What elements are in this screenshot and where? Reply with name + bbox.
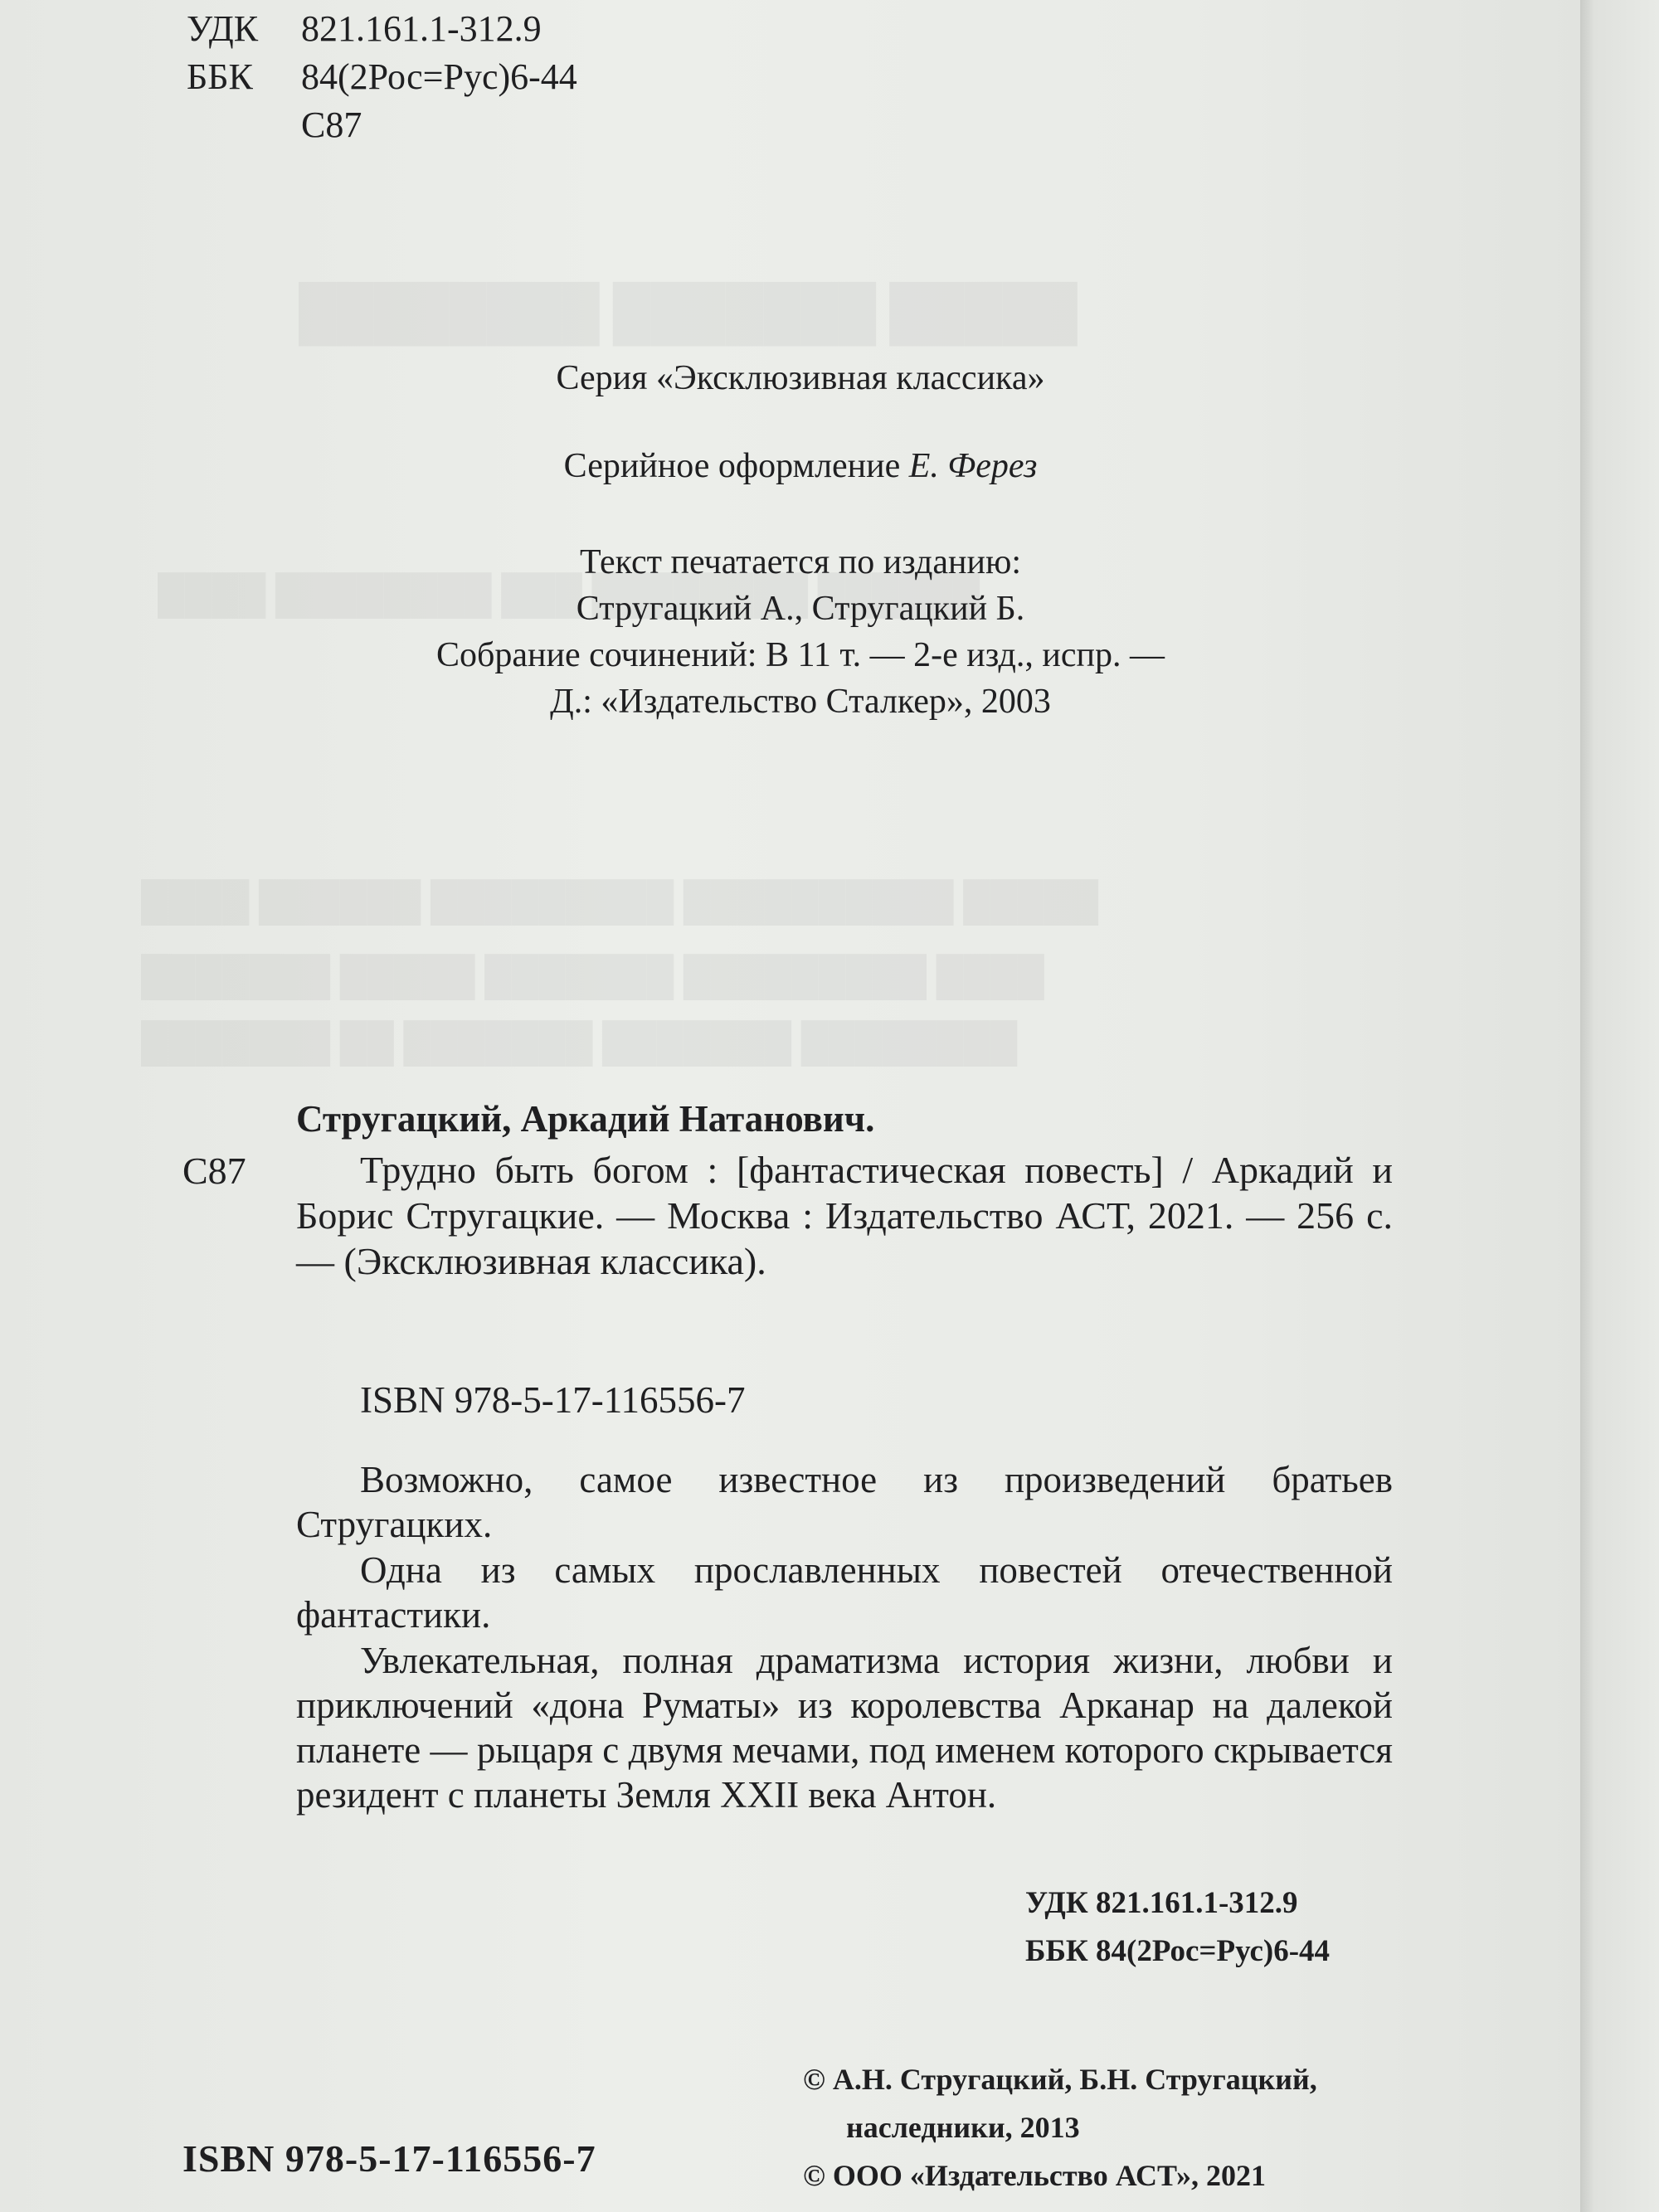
copyright-authors: © А.Н. Стругацкий, Б.Н. Стругацкий,	[803, 2063, 1317, 2096]
source-line: Текст печатается по изданию:	[579, 543, 1022, 581]
catalog-heading: Стругацкий, Аркадий Натанович.	[296, 1098, 875, 1140]
bottom-index-codes	[1025, 1879, 1330, 1976]
series-design	[0, 446, 1601, 486]
series-designer: Е. Ферез	[908, 447, 1038, 485]
footer-isbn: ISBN 978-5-17-116556-7	[182, 2137, 596, 2180]
bottom-udk: УДК 821.161.1-312.9	[1025, 1886, 1298, 1920]
copyright-block	[803, 2055, 1317, 2200]
series-text: Серия «Эксклюзивная классика»	[556, 359, 1045, 397]
source-edition	[0, 539, 1601, 725]
udk-label: УДК	[187, 8, 259, 49]
annotation-paragraph: Одна из самых прославленных повестей отечественной фантастики.	[296, 1549, 1393, 1636]
catalog-isbn: ISBN 978-5-17-116556-7	[360, 1379, 746, 1421]
series-line	[0, 358, 1601, 398]
annotation-paragraph: Увлекательная, полная драматизма история жизни, любви и приключений «дона Руматы» из королевства Арканар на далекой планете — рыцаря с двумя мечами, под именем которого скрывается резидент с планеты Земля XXII века Антон.	[296, 1640, 1393, 1816]
bottom-bbk: ББК 84(2Рос=Рус)6-44	[1025, 1934, 1331, 1968]
catalog-mark: С87	[182, 1150, 246, 1192]
catalog-description: Трудно быть богом : [фантастическая повесть] / Аркадий и Борис Стругацкие. — Москва : Издательство АСТ, 2021. — 256 с. — (Эксклюзивная классика).	[296, 1149, 1393, 1282]
series-design-label: Серийное оформление	[563, 447, 901, 485]
show-through-text	[141, 879, 1098, 923]
show-through-text	[141, 1020, 1017, 1064]
show-through-title	[299, 282, 1078, 343]
author-mark-row	[187, 101, 577, 149]
udk-row	[187, 5, 577, 53]
source-line: Стругацкий А., Стругацкий Б.	[576, 590, 1025, 628]
author-mark: С87	[301, 105, 362, 145]
bbk-value: 84(2Рос=Рус)6-44	[301, 56, 577, 97]
annotation-paragraph: Возможно, самое известное из произведений братьев Стругацких.	[296, 1459, 1393, 1545]
copyright-heirs: наследники, 2013	[846, 2111, 1080, 2144]
page-edge-shadow	[1580, 0, 1659, 2212]
source-line: Собрание сочинений: В 11 т. — 2-е изд., испр. —	[435, 636, 1165, 674]
series-design-line	[0, 446, 1601, 486]
copyright-publisher: © ООО «Издательство АСТ», 2021	[803, 2159, 1267, 2192]
bbk-row	[187, 53, 577, 101]
index-codes	[187, 5, 577, 149]
bbk-label: ББК	[187, 56, 253, 97]
source-line: Д.: «Издательство Сталкер», 2003	[550, 683, 1051, 721]
show-through-text	[141, 954, 1044, 998]
udk-value: 821.161.1-312.9	[301, 8, 542, 49]
